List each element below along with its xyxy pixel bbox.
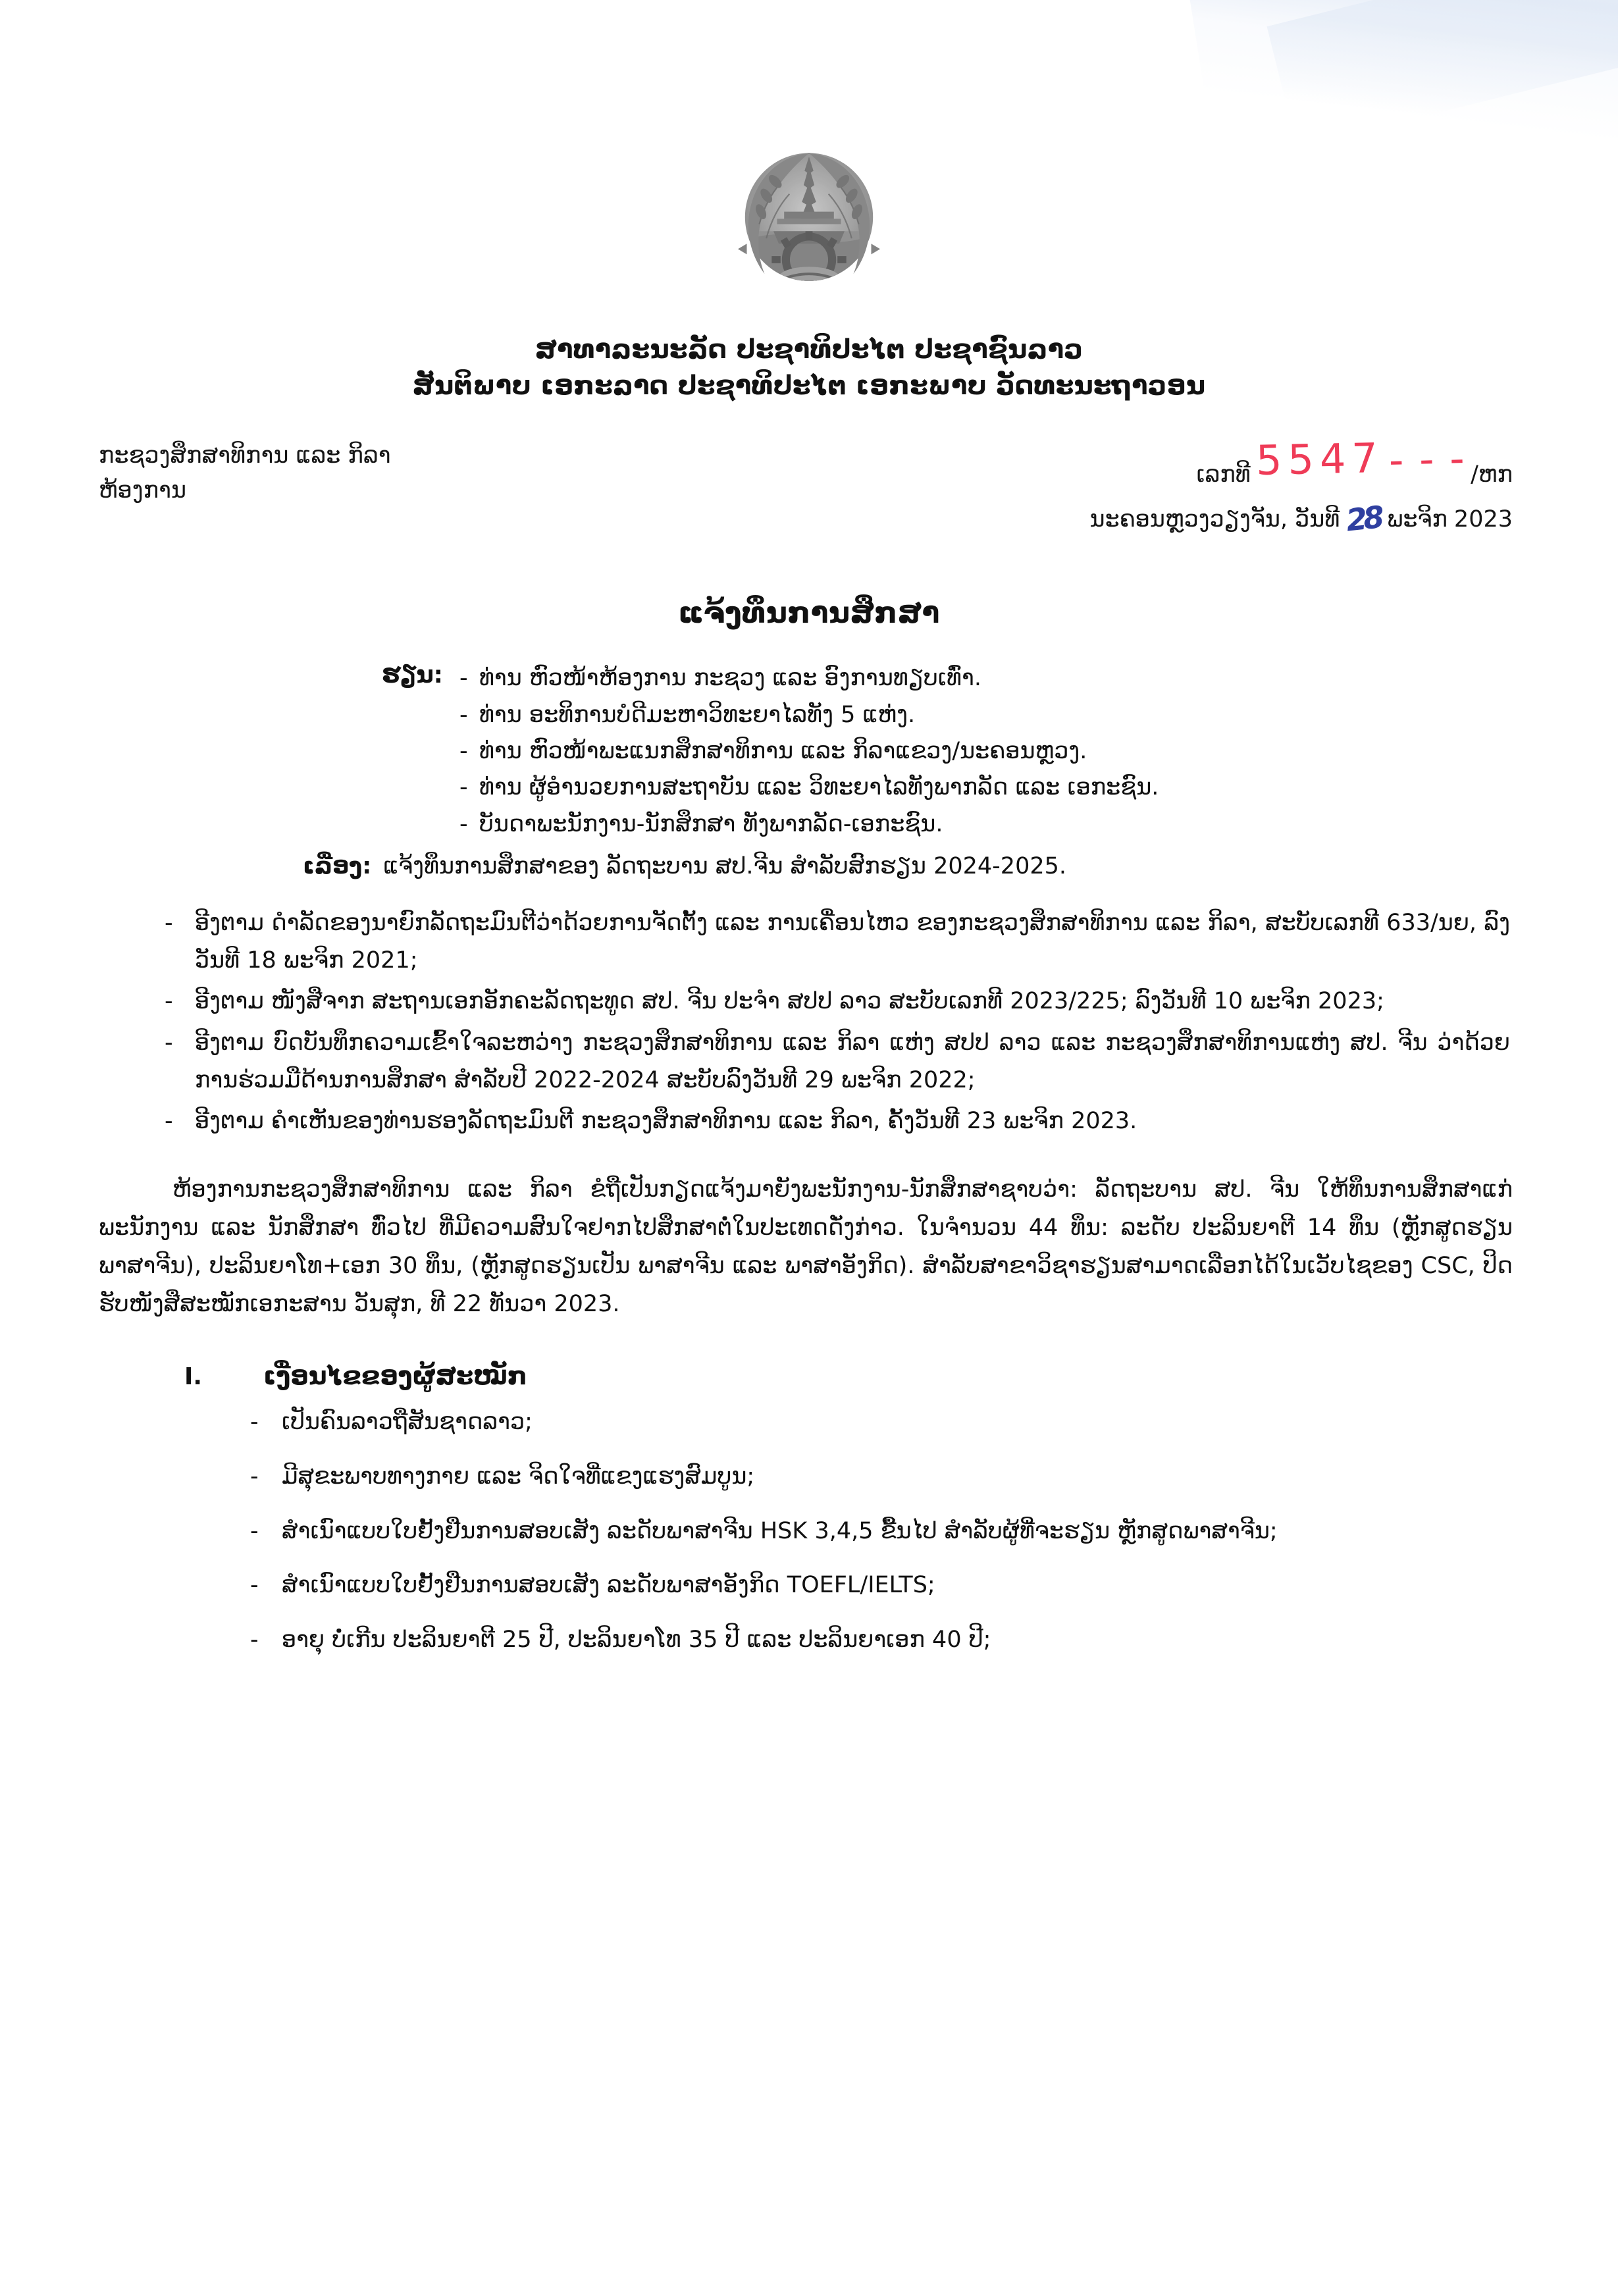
country-name: ສາທາລະນະລັດ ປະຊາທິປະໄຕ ປະຊາຊົນລາວ [535,334,1083,365]
addressee-block [99,660,1519,842]
list-item [250,1567,1480,1604]
issue-day-handwritten: 28 [1344,499,1382,538]
criteria-bullet: - [250,1517,259,1544]
addressee-dash: - [459,810,468,837]
addressee-dash: - [459,701,468,728]
section-heading [99,1361,1519,1390]
issue-month: ພະຈິກ [1387,506,1448,533]
office-name: ຫ້ອງການ [99,477,187,504]
list-item [250,1458,1480,1496]
reference-text: ອີງຕາມ ບົດບັນທຶກຄວາມເຂົ້າໃຈລະຫວ່າງ ກະຊວງສຶກສາທິການ ແລະ ກິລາ ແຫ່ງ ສປປ ລາວ ແລະ ກະຊວງສຶກສາທິການແຫ່ງ ສປ. ຈີນ ວ່າດ້ວຍການຮ່ວມມືດ້ານການສຶກສາ ສຳລັບປີ 2022-2024 ສະບັບລົງວັນທີ 29 ພະຈິກ 2022; [195,1029,1510,1093]
criteria-text: ສຳເນົາແບບໃບຢັ້ງຢືນການສອບເສັງ ລະດັບພາສາອັງກິດ TOEFL/IELTS; [282,1572,935,1599]
issue-place: ນະຄອນຫຼວງວຽງຈັນ, ວັນທີ [1089,506,1340,533]
criteria-text: ເປັນຄົນລາວຖືສັນຊາດລາວ; [282,1409,533,1436]
reference-bullet: - [165,988,173,1015]
reference-bullet: - [165,1029,173,1056]
list-item [459,697,1519,733]
reference-suffix: /ຫກ [1471,461,1513,488]
reference-bullet: - [165,1108,173,1135]
list-item [250,1621,1480,1659]
criteria-bullet: - [250,1463,259,1490]
list-item [459,733,1519,770]
list-item [459,770,1519,806]
lao-national-emblem-icon [720,126,898,304]
ministry-name: ກະຊວງສຶກສາທິການ ແລະ ກິລາ [99,442,391,469]
list-item [165,904,1519,979]
criteria-bullet: - [250,1409,259,1436]
addressee-dash: - [459,665,468,692]
section-title: ເງື່ອນໄຂຂອງຜູ້ສະໝັກ [263,1361,527,1391]
criteria-bullet: - [250,1572,259,1599]
place-date-line [920,498,1513,538]
addressee-dash: - [459,774,468,801]
list-item [250,1513,1480,1550]
legal-reference-list [99,904,1519,1140]
list-item [165,1103,1519,1140]
criteria-text: ອາຍຸ ບໍ່ເກີນ ປະລິນຍາຕີ 25 ປີ, ປະລິນຍາໂທ 35 ປີ ແລະ ປະລິນຍາເອກ 40 ປີ; [282,1627,991,1654]
national-motto: ສັນຕິພາບ ເອກະລາດ ປະຊາທິປະໄຕ ເອກະພາບ ວັດທະນະຖາວອນ [412,371,1206,402]
reference-text: ອີງຕາມ ຄຳເຫັນຂອງທ່ານຮອງລັດຖະມົນຕີ ກະຊວງສຶກສາທິການ ແລະ ກິລາ, ຄັ້ງວັນທີ 23 ພະຈິກ 2023. [195,1108,1137,1135]
list-item [250,1403,1480,1441]
body-paragraph: ຫ້ອງການກະຊວງສຶກສາທິການ ແລະ ກິລາ ຂໍຖືເປັນກຽດແຈ້ງມາຍັງພະນັກງານ-ນັກສຶກສາຊາບວ່າ: ລັດຖະບານ ສປ. ຈີນ ໃຫ້ທຶນການສຶກສາແກ່ພະນັກງານ ແລະ ນັກສຶກສາ ທົ່ວໄປ ທີ່ມີຄວາມສົນໃຈຢາກໄປສຶກສາຕໍ່ໃນປະເທດດັ່ງກ່າວ. ໃນຈຳນວນ 44 ທຶນ: ລະດັບ ປະລິນຍາຕີ 14 ທຶນ (ຫຼັກສູດຮຽນ ພາສາຈີນ), ປະລິນຍາໂທ+ເອກ 30 ທຶນ, (ຫຼັກສູດຮຽນເປັນ ພາສາຈີນ ແລະ ພາສາອັງກິດ). ສຳລັບສາຂາວິຊາຮຽນສາມາດເລືອກໄດ້ໃນເວັບໄຊຂອງ CSC, ປິດຮັບໜັງສືສະໝັກເອກະສານ ວັນສຸກ, ທີ 22 ທັນວາ 2023. [99,1176,1513,1318]
reference-number-line [920,434,1513,488]
subject-text: ແຈ້ງທຶນການສຶກສາຂອງ ລັດຖະບານ ສປ.ຈີນ ສຳລັບສົກຮຽນ 2024-2025. [383,852,1067,879]
addressee-list [459,660,1519,842]
reference-number-handwritten: 5547 [1255,434,1384,485]
criteria-text: ມີສຸຂະພາບທາງກາຍ ແລະ ຈິດໃຈທີ່ແຂງແຮງສົມບູນ; [282,1463,755,1490]
addressee-label: ຮຽນ: [382,662,444,689]
reference-text: ອີງຕາມ ໜັງສືຈາກ ສະຖານເອກອັກຄະລັດຖະທູດ ສປ. ຈີນ ປະຈຳ ສປປ ລາວ ສະບັບເລກທີ 2023/225; ລົງວັນທີ 10 ພະຈິກ 2023; [195,988,1384,1015]
addressee-text: ທ່ານ ຜູ້ອຳນວຍການສະຖາບັນ ແລະ ວິທະຍາໄລທັງພາກລັດ ແລະ ເອກະຊົນ. [479,774,1159,801]
criteria-list [99,1403,1519,1658]
reference-text: ອີງຕາມ ດຳລັດຂອງນາຍົກລັດຖະມົນຕີວ່າດ້ວຍການຈັດຕັ້ງ ແລະ ການເຄື່ອນໄຫວ ຂອງກະຊວງສຶກສາທິການ ແລະ ກິລາ, ສະບັບເລກທີ 633/ນຍ, ລົງວັນທີ 18 ພະຈິກ 2021; [195,909,1510,974]
document-title: ແຈ້ງທຶນການສຶກສາ [678,596,940,631]
list-item [165,983,1519,1020]
criteria-text: ສຳເນົາແບບໃບຢັ້ງຢືນການສອບເສັງ ລະດັບພາສາຈີນ HSK 3,4,5 ຂື້ນໄປ ສຳລັບຜູ້ທີ່ຈະຮຽນ ຫຼັກສູດພາສາຈີນ; [282,1517,1278,1544]
reference-block [920,434,1513,538]
letterhead-meta [99,434,1519,577]
addressee-text: ທ່ານ ອະທິການບໍດີມະຫາວິທະຍາໄລທັງ 5 ແຫ່ງ. [479,701,916,728]
subject-block [99,853,1519,879]
issue-year: 2023 [1453,506,1513,533]
reference-bullet: - [165,909,173,936]
list-item [165,1024,1519,1099]
reference-number-dashes: - - - [1388,434,1466,484]
reference-label: ເລກທີ [1196,461,1251,488]
addressee-text: ທ່ານ ຫົວໜ້າຫ້ອງການ ກະຊວງ ແລະ ອົງການທຽບເທົ່າ. [479,665,981,692]
addressee-text: ບັນດາພະນັກງານ-ນັກສຶກສາ ທັງພາກລັດ-ເອກະຊົນ. [479,810,943,837]
list-item [459,806,1519,843]
subject-label: ເລື່ອງ: [303,852,372,879]
addressee-text: ທ່ານ ຫົວໜ້າພະແນກສຶກສາທິການ ແລະ ກິລາແຂວງ/ນະຄອນຫຼວງ. [479,737,1087,764]
addressee-dash: - [459,737,468,764]
section-number: I. [184,1363,203,1391]
emblem-container [99,0,1519,304]
criteria-bullet: - [250,1627,259,1654]
list-item [459,660,1519,696]
